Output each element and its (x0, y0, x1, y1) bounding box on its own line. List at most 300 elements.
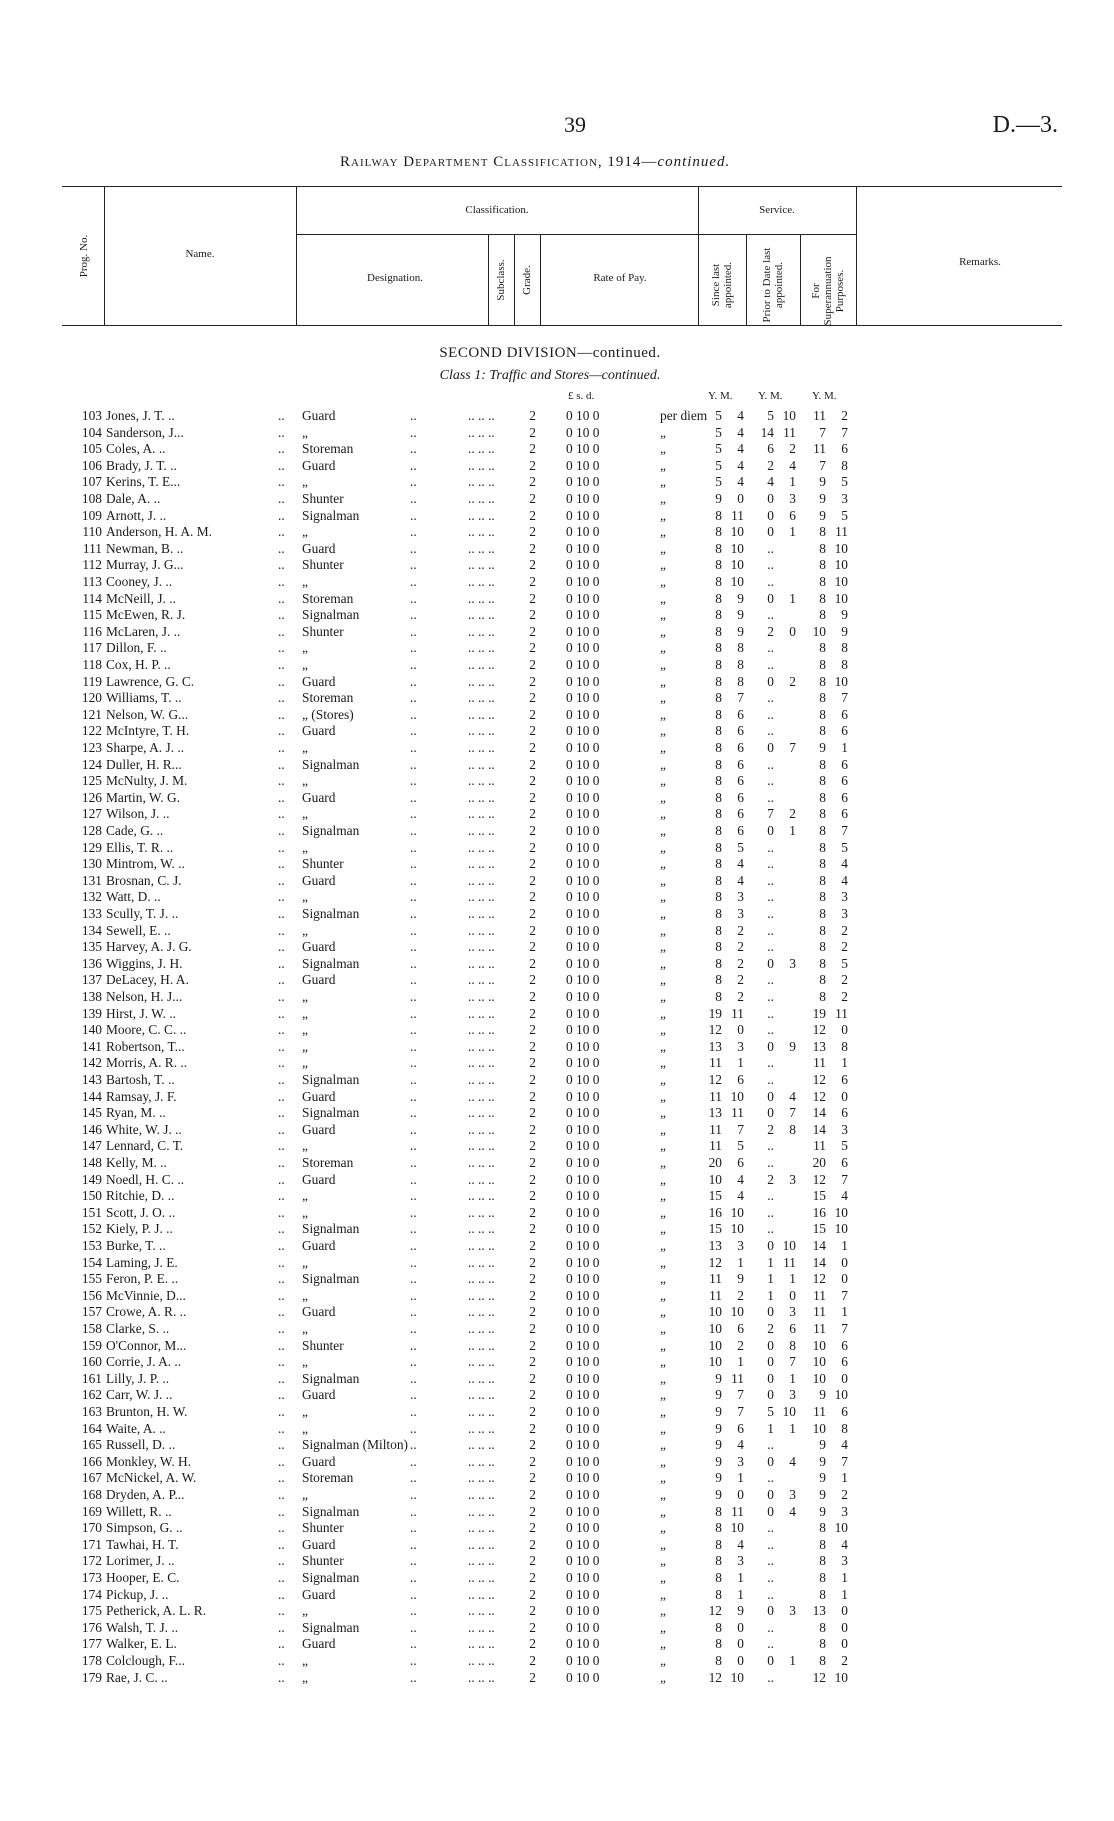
service-superannuation-years: 9 (819, 1487, 826, 1502)
rate-of-pay: 0 10 0 (566, 1536, 600, 1552)
service-prior-to-years: .. (767, 557, 774, 573)
leader-dots: .. (278, 1387, 285, 1403)
table-row (0, 740, 1114, 757)
designation: „ (302, 640, 308, 656)
employee-name: Walker, E. L. (106, 1636, 177, 1652)
designation: Guard (302, 1536, 336, 1552)
service-since-last-months: 5 (737, 1138, 744, 1154)
employee-name: Laming, J. E. (106, 1254, 178, 1270)
service-since-last-months: 1 (737, 1470, 744, 1486)
pay-period: „ (660, 457, 666, 473)
leader-dots: .. (410, 441, 417, 457)
pay-period: „ (660, 1520, 666, 1536)
service-superannuation (804, 1089, 864, 1106)
service-prior-to (752, 806, 808, 823)
rate-of-pay: 0 10 0 (566, 1470, 600, 1486)
prog-no: 108 (81, 491, 102, 506)
service-since-last-years: 8 (715, 1619, 722, 1635)
leader-dots: .. (410, 1370, 417, 1386)
service-superannuation-years: 9 (819, 1503, 826, 1519)
service-superannuation (804, 1670, 864, 1687)
service-since-last (700, 408, 756, 425)
leader-dots: .. (410, 1337, 417, 1353)
service-since-last (700, 923, 756, 940)
leader-dots: .. .. .. (468, 1636, 495, 1652)
service-superannuation-years: 9 (819, 1470, 826, 1486)
service-prior-to-years: .. (767, 1553, 774, 1569)
service-since-last-years: 8 (715, 607, 722, 623)
service-prior-to (752, 1188, 808, 1205)
col-divider-7 (746, 234, 747, 325)
service-since-last-months: 10 (730, 1204, 744, 1220)
classification-sub-rule (296, 234, 856, 235)
service-since-last-years: 12 (708, 1669, 722, 1685)
service-since-last-years: 13 (708, 1238, 722, 1253)
service-since-last-years: 9 (715, 1487, 722, 1502)
service-since-last (700, 1570, 756, 1587)
prog-no: 123 (81, 740, 102, 755)
prog-no: 176 (81, 1619, 102, 1635)
service-prior-to-years: 2 (767, 1171, 774, 1187)
leader-dots: .. (410, 839, 417, 855)
service-superannuation-years: 8 (819, 972, 826, 988)
service-prior-to (752, 1537, 808, 1554)
service-since-last (700, 1520, 756, 1537)
service-superannuation-years: 8 (819, 773, 826, 789)
service-prior-to (752, 856, 808, 873)
service-superannuation-years: 10 (812, 1370, 826, 1386)
title-main: Railway Department Classification, 1914— (340, 154, 658, 170)
service-prior-to-months: 3 (789, 491, 796, 506)
prog-no: 133 (81, 906, 102, 921)
service-superannuation (804, 624, 864, 641)
service-prior-to-months: 4 (789, 1453, 796, 1469)
service-since-last-months: 6 (737, 1420, 744, 1436)
prog-no: 147 (81, 1138, 102, 1154)
service-superannuation-years: 8 (819, 706, 826, 722)
service-since-last (700, 1587, 756, 1604)
grade: 2 (529, 1005, 536, 1021)
leader-dots: .. .. .. (468, 1055, 495, 1071)
service-superannuation-years: 10 (812, 1420, 826, 1436)
designation: Guard (302, 408, 336, 423)
service-superannuation (804, 1105, 864, 1122)
service-superannuation (804, 541, 864, 558)
service-since-last-years: 5 (715, 457, 722, 473)
service-since-last (700, 790, 756, 807)
service-prior-to (752, 1520, 808, 1537)
service-since-last-years: 8 (715, 740, 722, 755)
service-superannuation (804, 1255, 864, 1272)
service-superannuation (804, 1055, 864, 1072)
designation: Signalman (302, 1072, 360, 1087)
service-superannuation (804, 1238, 864, 1255)
grade: 2 (529, 1155, 536, 1170)
leader-dots: .. (410, 806, 417, 822)
leader-dots: .. (410, 1221, 417, 1237)
service-superannuation-months: 0 (841, 1636, 848, 1652)
service-prior-to-years: .. (767, 1619, 774, 1635)
leader-dots: .. (410, 1121, 417, 1137)
leader-dots: .. .. .. (468, 1271, 495, 1287)
service-prior-to (752, 1122, 808, 1139)
grade: 2 (529, 1088, 536, 1104)
service-prior-to (752, 408, 808, 425)
leader-dots: .. .. .. (468, 1536, 495, 1552)
service-prior-to (752, 989, 808, 1006)
leader-dots: .. (278, 540, 285, 556)
leader-dots: .. .. .. (468, 1653, 495, 1668)
service-superannuation-months: 8 (841, 1038, 848, 1054)
designation: „ (302, 1603, 308, 1619)
leader-dots: .. .. .. (468, 607, 495, 623)
service-superannuation-months: 1 (841, 1304, 848, 1320)
service-since-last (700, 939, 756, 956)
designation: Shunter (302, 1553, 344, 1569)
service-superannuation (804, 1006, 864, 1023)
service-prior-to-years: 0 (767, 590, 774, 606)
service-prior-to-months: 2 (789, 806, 796, 822)
service-prior-to-years: 14 (760, 424, 774, 440)
service-since-last (700, 1238, 756, 1255)
service-superannuation-months: 10 (834, 1669, 848, 1685)
prog-no: 149 (81, 1171, 102, 1187)
service-superannuation-years: 9 (819, 491, 826, 506)
service-prior-to-months: 3 (789, 955, 796, 971)
service-since-last (700, 574, 756, 591)
service-since-last-months: 11 (731, 1503, 744, 1519)
employee-name: Williams, T. .. (106, 690, 182, 706)
rate-of-pay: 0 10 0 (566, 773, 600, 789)
leader-dots: .. .. .. (468, 1387, 495, 1403)
leader-dots: .. .. .. (468, 640, 495, 656)
service-prior-to (752, 1570, 808, 1587)
service-prior-to-years: .. (767, 989, 774, 1004)
employee-name: Brosnan, C. J. (106, 872, 182, 888)
leader-dots: .. .. .. (468, 408, 495, 423)
service-superannuation-years: 12 (812, 1088, 826, 1104)
service-superannuation-months: 1 (841, 1238, 848, 1253)
pay-period: „ (660, 939, 666, 955)
service-since-last-years: 19 (708, 1005, 722, 1021)
grade: 2 (529, 1536, 536, 1552)
leader-dots: .. (278, 856, 285, 872)
leader-dots: .. .. .. (468, 872, 495, 888)
prog-no: 154 (81, 1254, 102, 1270)
rate-of-pay: 0 10 0 (566, 607, 600, 623)
service-since-last (700, 1188, 756, 1205)
leader-dots: .. (410, 623, 417, 639)
pay-period: „ (660, 1038, 666, 1054)
service-since-last-years: 9 (715, 1420, 722, 1436)
grade: 2 (529, 1603, 536, 1619)
service-since-last-years: 8 (715, 507, 722, 523)
rate-of-pay: 0 10 0 (566, 1105, 600, 1121)
leader-dots: .. (278, 756, 285, 772)
service-prior-to-years: .. (767, 1221, 774, 1237)
leader-dots: .. (278, 823, 285, 838)
service-since-last (700, 1653, 756, 1670)
rate-of-pay: 0 10 0 (566, 1038, 600, 1054)
service-superannuation-years: 8 (819, 756, 826, 772)
service-prior-to-years: .. (767, 1570, 774, 1585)
leader-dots: .. (410, 756, 417, 772)
service-prior-to (752, 773, 808, 790)
employee-name: Lilly, J. P. .. (106, 1370, 170, 1386)
service-prior-to (752, 1155, 808, 1172)
table-row (0, 1636, 1114, 1653)
service-since-last-months: 3 (737, 1038, 744, 1054)
service-since-last (700, 624, 756, 641)
rate-of-pay: 0 10 0 (566, 1005, 600, 1021)
employee-name: Colclough, F... (106, 1653, 185, 1668)
table-row (0, 723, 1114, 740)
prog-no: 153 (81, 1238, 102, 1253)
employee-name: Wilson, J. .. (106, 806, 170, 822)
pay-period: „ (660, 1188, 666, 1204)
leader-dots: .. (278, 839, 285, 855)
service-since-last-months: 3 (737, 1238, 744, 1253)
designation: Signalman (302, 1370, 360, 1386)
service-superannuation-months: 0 (841, 1254, 848, 1270)
table-row (0, 541, 1114, 558)
leader-dots: .. (278, 1669, 285, 1685)
service-superannuation (804, 956, 864, 973)
service-superannuation-years: 10 (812, 1354, 826, 1370)
grade: 2 (529, 1653, 536, 1668)
service-since-last-years: 8 (715, 723, 722, 739)
service-prior-to (752, 956, 808, 973)
service-prior-to (752, 840, 808, 857)
service-superannuation-months: 1 (841, 1586, 848, 1602)
service-since-last (700, 1006, 756, 1023)
service-since-last-years: 9 (715, 1370, 722, 1386)
pay-period: „ (660, 1304, 666, 1320)
rate-of-pay: 0 10 0 (566, 1321, 600, 1336)
designation: Signalman (302, 1570, 360, 1585)
leader-dots: .. .. .. (468, 1354, 495, 1370)
table-row (0, 1022, 1114, 1039)
service-superannuation-months: 6 (841, 723, 848, 739)
grade: 2 (529, 1636, 536, 1652)
employee-name: Crowe, A. R. .. (106, 1304, 187, 1320)
designation: Shunter (302, 557, 344, 573)
service-superannuation-months: 5 (841, 955, 848, 971)
service-prior-to-years: .. (767, 574, 774, 589)
service-prior-to (752, 906, 808, 923)
service-prior-to-years: .. (767, 939, 774, 955)
grade: 2 (529, 1321, 536, 1336)
service-since-last-years: 5 (715, 408, 722, 423)
header-for-super: For Superannuation Purposes. (810, 256, 846, 326)
leader-dots: .. (278, 972, 285, 988)
grade: 2 (529, 540, 536, 556)
designation: „ (302, 524, 308, 540)
service-prior-to-months: 6 (789, 507, 796, 523)
service-superannuation-years: 11 (813, 1321, 826, 1336)
employee-name: Walsh, T. J. .. (106, 1619, 179, 1635)
service-superannuation-months: 5 (841, 507, 848, 523)
rate-of-pay: 0 10 0 (566, 1520, 600, 1536)
service-superannuation-years: 8 (819, 856, 826, 872)
designation: Guard (302, 1304, 336, 1320)
leader-dots: .. .. .. (468, 839, 495, 855)
service-prior-to (752, 1387, 808, 1404)
service-superannuation-years: 13 (812, 1038, 826, 1054)
table-row (0, 939, 1114, 956)
leader-dots: .. (410, 474, 417, 490)
leader-dots: .. (410, 1321, 417, 1336)
service-superannuation (804, 1636, 864, 1653)
service-since-last-months: 1 (737, 1055, 744, 1071)
service-since-last-months: 1 (737, 1354, 744, 1370)
service-since-last (700, 524, 756, 541)
service-superannuation-years: 14 (812, 1105, 826, 1121)
table-row (0, 1006, 1114, 1023)
service-since-last (700, 1221, 756, 1238)
grade: 2 (529, 690, 536, 706)
service-since-last (700, 425, 756, 442)
leader-dots: .. (410, 590, 417, 606)
service-since-last (700, 1421, 756, 1438)
leader-dots: .. (410, 1520, 417, 1536)
service-superannuation-months: 6 (841, 1105, 848, 1121)
service-superannuation (804, 1138, 864, 1155)
service-superannuation (804, 856, 864, 873)
service-superannuation-months: 1 (841, 1470, 848, 1486)
rate-of-pay: 0 10 0 (566, 574, 600, 589)
service-superannuation (804, 1454, 864, 1471)
service-prior-to-months: 7 (789, 740, 796, 755)
service-superannuation-years: 8 (819, 723, 826, 739)
leader-dots: .. .. .. (468, 1619, 495, 1635)
service-superannuation (804, 740, 864, 757)
leader-dots: .. (278, 1503, 285, 1519)
service-prior-to-months: 7 (789, 1354, 796, 1370)
service-prior-to-years: .. (767, 607, 774, 623)
service-prior-to-years: .. (767, 540, 774, 556)
service-prior-to-years: 0 (767, 1088, 774, 1104)
service-since-last-months: 10 (730, 524, 744, 540)
pay-period: „ (660, 955, 666, 971)
service-since-last-months: 6 (737, 1321, 744, 1336)
service-prior-to-months: 10 (782, 408, 796, 423)
prog-no: 138 (81, 989, 102, 1004)
rate-of-pay: 0 10 0 (566, 524, 600, 540)
service-since-last-years: 8 (715, 1570, 722, 1585)
table-row (0, 1221, 1114, 1238)
service-prior-to (752, 757, 808, 774)
rate-of-pay: 0 10 0 (566, 623, 600, 639)
service-since-last (700, 541, 756, 558)
service-superannuation (804, 1537, 864, 1554)
section-title: SECOND DIVISION—continued. (439, 345, 661, 361)
grade: 2 (529, 1304, 536, 1320)
pay-period: „ (660, 1503, 666, 1519)
service-since-last (700, 1271, 756, 1288)
service-since-last (700, 1039, 756, 1056)
grade: 2 (529, 1586, 536, 1602)
table-row (0, 491, 1114, 508)
service-since-last-years: 8 (715, 540, 722, 556)
rate-of-pay: 0 10 0 (566, 939, 600, 955)
table-row (0, 1470, 1114, 1487)
service-since-last-months: 2 (737, 955, 744, 971)
leader-dots: .. .. .. (468, 1221, 495, 1237)
pay-period: „ (660, 1603, 666, 1619)
service-prior-to (752, 923, 808, 940)
grade: 2 (529, 906, 536, 921)
leader-dots: .. (410, 856, 417, 872)
service-prior-to-years: 1 (767, 1271, 774, 1287)
grade: 2 (529, 1619, 536, 1635)
service-since-last-months: 0 (737, 1619, 744, 1635)
service-superannuation-months: 2 (841, 922, 848, 938)
service-superannuation-years: 19 (812, 1005, 826, 1021)
service-superannuation-months: 4 (841, 1437, 848, 1453)
rate-of-pay: 0 10 0 (566, 1287, 600, 1303)
unit-ym-2: Y. M. (758, 390, 783, 402)
service-since-last-months: 4 (737, 408, 744, 423)
service-superannuation (804, 524, 864, 541)
service-superannuation (804, 790, 864, 807)
service-superannuation-months: 4 (841, 1188, 848, 1204)
rate-of-pay: 0 10 0 (566, 1072, 600, 1087)
leader-dots: .. .. .. (468, 1204, 495, 1220)
leader-dots: .. .. .. (468, 557, 495, 573)
prog-no: 165 (81, 1437, 102, 1453)
leader-dots: .. (278, 474, 285, 490)
employee-name: Willett, R. .. (106, 1503, 172, 1519)
leader-dots: .. .. .. (468, 740, 495, 755)
leader-dots: .. (410, 1453, 417, 1469)
leader-dots: .. (278, 524, 285, 540)
employee-name: Ritchie, D. .. (106, 1188, 175, 1204)
leader-dots: .. (278, 806, 285, 822)
leader-dots: .. .. .. (468, 789, 495, 805)
designation: „ (302, 839, 308, 855)
leader-dots: .. .. .. (468, 540, 495, 556)
designation: Guard (302, 457, 336, 473)
service-prior-to (752, 541, 808, 558)
leader-dots: .. (278, 723, 285, 739)
table-row (0, 707, 1114, 724)
rate-of-pay: 0 10 0 (566, 1669, 600, 1685)
service-superannuation (804, 1188, 864, 1205)
service-superannuation-months: 3 (841, 1553, 848, 1569)
service-superannuation-years: 8 (819, 1619, 826, 1635)
service-prior-to (752, 557, 808, 574)
leader-dots: .. .. .. (468, 1121, 495, 1137)
grade: 2 (529, 922, 536, 938)
service-since-last-years: 8 (715, 872, 722, 888)
leader-dots: .. .. .. (468, 1188, 495, 1204)
prog-no: 106 (81, 457, 102, 473)
service-superannuation-years: 7 (819, 457, 826, 473)
designation: Signalman (302, 1221, 360, 1237)
service-superannuation-months: 0 (841, 1271, 848, 1287)
service-since-last-years: 8 (715, 673, 722, 689)
employee-name: Lennard, C. T. (106, 1138, 184, 1154)
leader-dots: .. .. .. (468, 474, 495, 490)
grade: 2 (529, 1171, 536, 1187)
service-since-last-years: 20 (708, 1155, 722, 1170)
header-grade: Grade. (521, 265, 533, 295)
employee-name: Simpson, G. .. (106, 1520, 183, 1536)
service-since-last-months: 6 (737, 706, 744, 722)
service-prior-to-months: 0 (789, 1287, 796, 1303)
service-prior-to-years: 0 (767, 1354, 774, 1370)
